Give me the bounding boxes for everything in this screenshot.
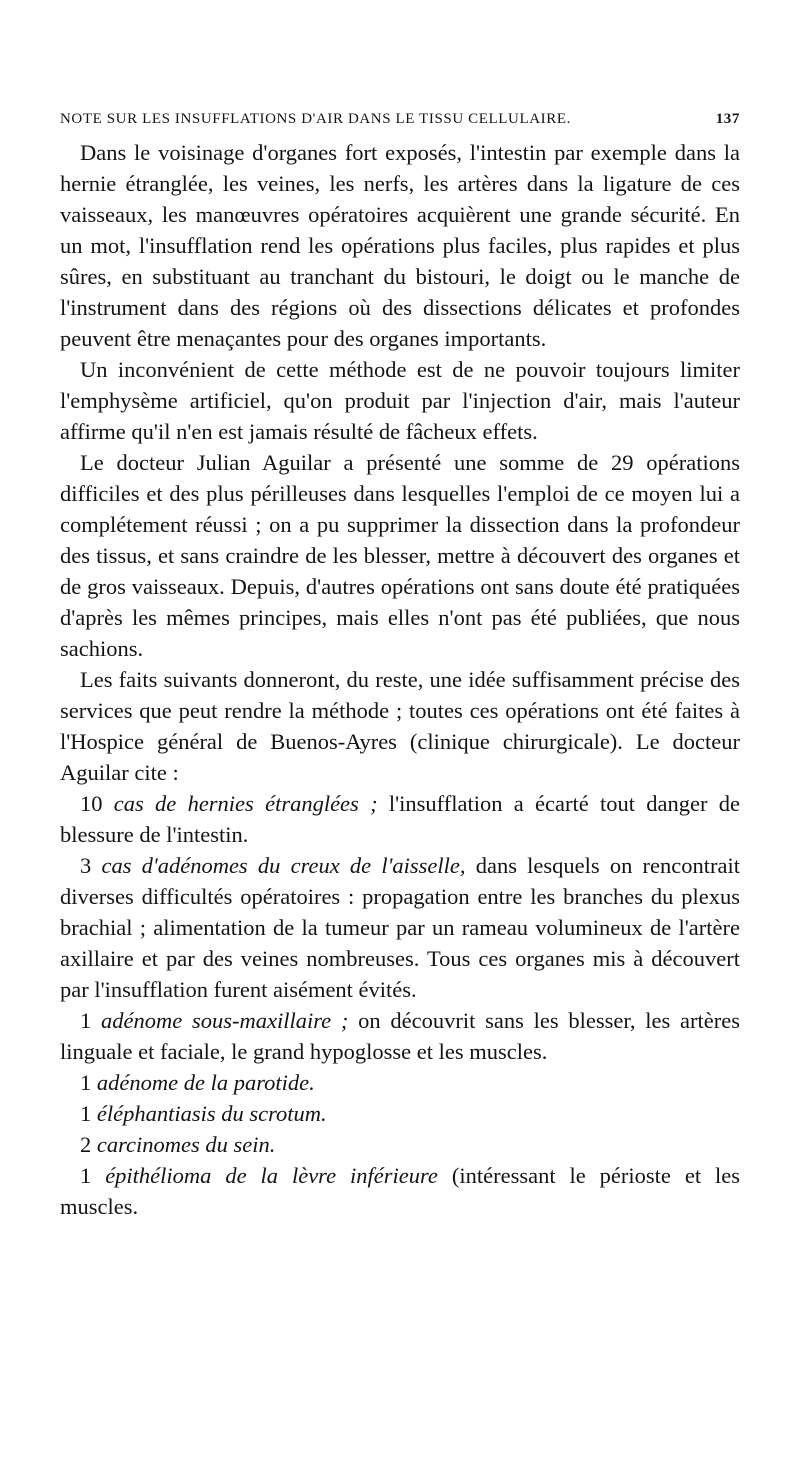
case-term: adénome sous-maxillaire ; <box>101 1008 349 1033</box>
running-title: NOTE SUR LES INSUFFLATIONS D'AIR DANS LE TISSU CELLULAIRE. <box>60 111 571 127</box>
paragraph-text: Les faits suivants donneront, du reste, une idée suffisamment précise des services que peut rendre la méthode ; toutes ces opérations ont été faites à l'Hospice général de Buenos-Ayres (clinique chirurgicale). Le docteur Aguilar cite : <box>60 667 740 785</box>
case-term: épithélioma de la lèvre inférieure <box>105 1163 438 1188</box>
case-entry <box>60 1067 740 1098</box>
paragraph-text: Le docteur Julian Aguilar a présenté une somme de 29 opérations difficiles et des plus périlleuses dans lesquelles l'emploi de ce moyen lui a complétement réussi ; on a pu supprimer la dissection dans la profondeur des tissus, et sans craindre de les blesser, mettre à découvert des organes et de gros vaisseaux. Depuis, d'autres opérations ont sans doute été pratiquées d'après les mêmes principes, mais elles n'ont pas été publiées, que nous sachions. <box>60 450 740 661</box>
case-term: éléphantiasis du scrotum. <box>96 1101 327 1126</box>
case-count: 1 <box>80 1008 92 1033</box>
case-term: cas d'adénomes du creux de l'aisselle, <box>101 853 466 878</box>
case-count: 1 <box>80 1070 92 1095</box>
case-description: (intéressant le périoste et les muscles. <box>60 1163 741 1219</box>
case-term: cas de hernies étranglées ; <box>113 791 378 816</box>
paragraph <box>60 664 740 788</box>
case-term: adénome de la parotide. <box>96 1070 315 1095</box>
paragraph <box>60 354 740 447</box>
case-count: 10 <box>80 791 103 816</box>
case-count: 1 <box>80 1101 92 1126</box>
book-page <box>60 110 740 1222</box>
running-head <box>60 110 740 128</box>
page-number: 137 <box>715 111 740 127</box>
case-count: 3 <box>80 853 92 878</box>
paragraph <box>60 137 740 354</box>
case-description: l'insufflation a écarté tout danger de blessure de l'intestin. <box>60 791 741 847</box>
case-count: 2 <box>80 1132 92 1157</box>
paragraph <box>60 447 740 664</box>
paragraph-text: Un inconvénient de cette méthode est de ne pouvoir toujours limiter l'emphysème artificiel, qu'on produit par l'injection d'air, mais l'auteur affirme qu'il n'en est jamais résulté de fâcheux effets. <box>60 357 740 444</box>
case-count: 1 <box>80 1163 92 1188</box>
case-entry <box>60 1098 740 1129</box>
case-entry <box>60 1160 740 1222</box>
case-description: on découvrit sans les blesser, les artères linguale et faciale, le grand hypoglosse et les muscles. <box>60 1008 740 1064</box>
paragraph-text: Dans le voisinage d'organes fort exposés, l'intestin par exemple dans la hernie étranglée, les veines, les nerfs, les artères dans la ligature de ces vaisseaux, les manœuvres opératoires acquièrent une grande sécurité. En un mot, l'insufflation rend les opérations plus faciles, plus rapides et plus sûres, en substituant au tranchant du bistouri, le doigt ou le manche de l'instrument dans des régions où des dissections délicates et profondes peuvent être menaçantes pour des organes importants. <box>60 140 740 351</box>
case-entry <box>60 1129 740 1160</box>
case-entry <box>60 1005 740 1067</box>
case-description: dans lesquels on rencontrait diverses difficultés opératoires : propagation entre les branches du plexus brachial ; alimentation de la tumeur par un rameau volumineux de l'artère axillaire et par des veines nombreuses. Tous ces organes mis à découvert par l'insufflation furent aisément évités. <box>60 853 741 1002</box>
body-text <box>60 137 740 1222</box>
case-entry <box>60 788 740 850</box>
case-entry <box>60 850 740 1005</box>
case-term: carcinomes du sein. <box>96 1132 276 1157</box>
